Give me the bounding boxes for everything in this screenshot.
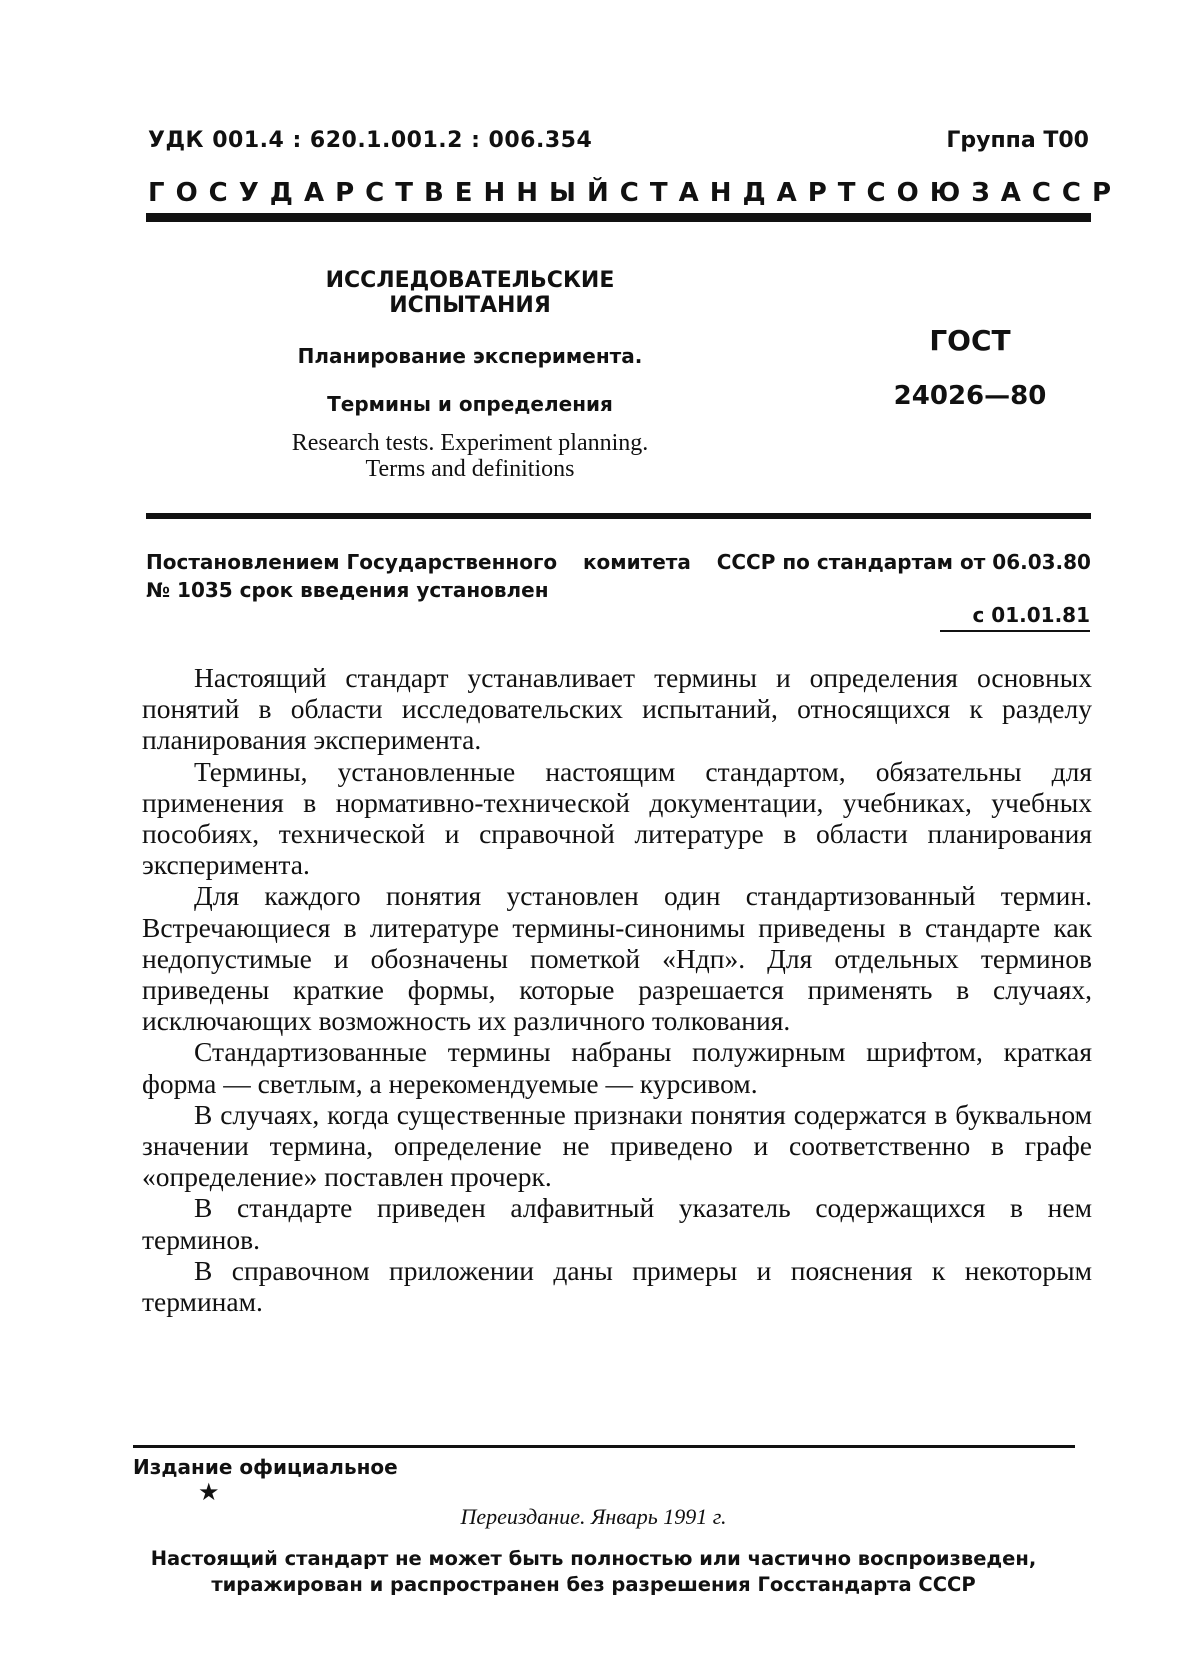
- copyright-notice-line-2: тиражирован и распространен без разрешения Госстандарта СССР: [211, 1573, 976, 1596]
- middle-rule: [146, 513, 1091, 519]
- decree-line-2: № 1035 срок введения установлен: [146, 578, 549, 602]
- star-icon: ★: [198, 1480, 220, 1506]
- top-rule: [146, 213, 1091, 222]
- subtitle-planning: Планирование эксперимента.: [297, 344, 643, 368]
- english-title-line-2: Terms and definitions: [365, 456, 575, 482]
- main-title: ИССЛЕДОВАТЕЛЬСКИЕ ИСПЫТАНИЯ: [325, 268, 615, 318]
- reissue-note: Переиздание. Январь 1991 г.: [460, 1504, 727, 1529]
- heading-word: ССР: [1031, 178, 1123, 208]
- body-paragraph: В случаях, когда существенные признаки понятия содержатся в буквальном значении термина, определение не приведено и соответственно в графе «определение» поставлен прочерк.: [142, 1098, 1092, 1193]
- body-paragraph: Стандартизованные термины набраны полужирным шрифтом, краткая форма — светлым, а нерекомендуемые — курсивом.: [142, 1036, 1092, 1099]
- decree-line-1: [146, 550, 1091, 574]
- gost-designation: [870, 324, 1070, 411]
- body-text: [142, 662, 1092, 1317]
- effective-date: с 01.01.81: [972, 603, 1090, 627]
- body-paragraph: В стандарте приведен алфавитный указатель содержащихся в нем терминов.: [142, 1192, 1092, 1255]
- body-paragraph: В справочном приложении даны примеры и пояснения к некоторым терминам.: [142, 1254, 1092, 1318]
- heading-word: СОЮЗА: [866, 178, 1032, 208]
- heading-word: СТАНДАРТ: [619, 178, 867, 208]
- body-paragraph: Настоящий стандарт устанавливает термины и определения основных понятий в области исследовательских испытаний, относящихся к разделу планирования эксперимента.: [142, 662, 1092, 756]
- decree-part: комитета: [582, 550, 691, 574]
- state-standard-heading: [148, 178, 1123, 208]
- copyright-notice-line-1: Настоящий стандарт не может быть полностью или частично воспроизведен,: [150, 1547, 1037, 1570]
- body-paragraph: Для каждого понятия установлен один стандартизованный термин. Встречающиеся в литературе термины-синонимы приведены в стандарте как недопустимые и обозначены пометкой «Ндп». Для отдельных терминов приведены краткие формы, которые разрешается применять в случаях, исключающих возможность их различного толкования.: [142, 880, 1092, 1037]
- official-edition-label: Издание официальное: [133, 1455, 398, 1479]
- body-paragraph: Термины, установленные настоящим стандартом, обязательны для применения в нормативно-технической документации, учебниках, учебных пособиях, технической и справочной литературе в области планирования эксперимента.: [142, 755, 1092, 881]
- gost-number: 24026—80: [893, 381, 1047, 411]
- title-block: [250, 268, 690, 482]
- gost-label: ГОСТ: [929, 324, 1011, 357]
- decree-part: Постановлением Государственного: [146, 550, 558, 574]
- subtitle-terms: Термины и определения: [327, 392, 613, 416]
- footer-rule: [133, 1445, 1075, 1448]
- effective-date-underline: [940, 630, 1090, 632]
- english-title-line-1: Research tests. Experiment planning.: [291, 430, 649, 456]
- heading-word: ГОСУДАРСТВЕННЫЙ: [148, 178, 620, 208]
- decree-part: СССР по стандартам от 06.03.80: [716, 550, 1091, 574]
- udk-code: УДК 001.4 : 620.1.001.2 : 006.354: [148, 128, 593, 153]
- copyright-notice: [0, 1546, 1187, 1598]
- group-code: Группа Т00: [946, 128, 1089, 153]
